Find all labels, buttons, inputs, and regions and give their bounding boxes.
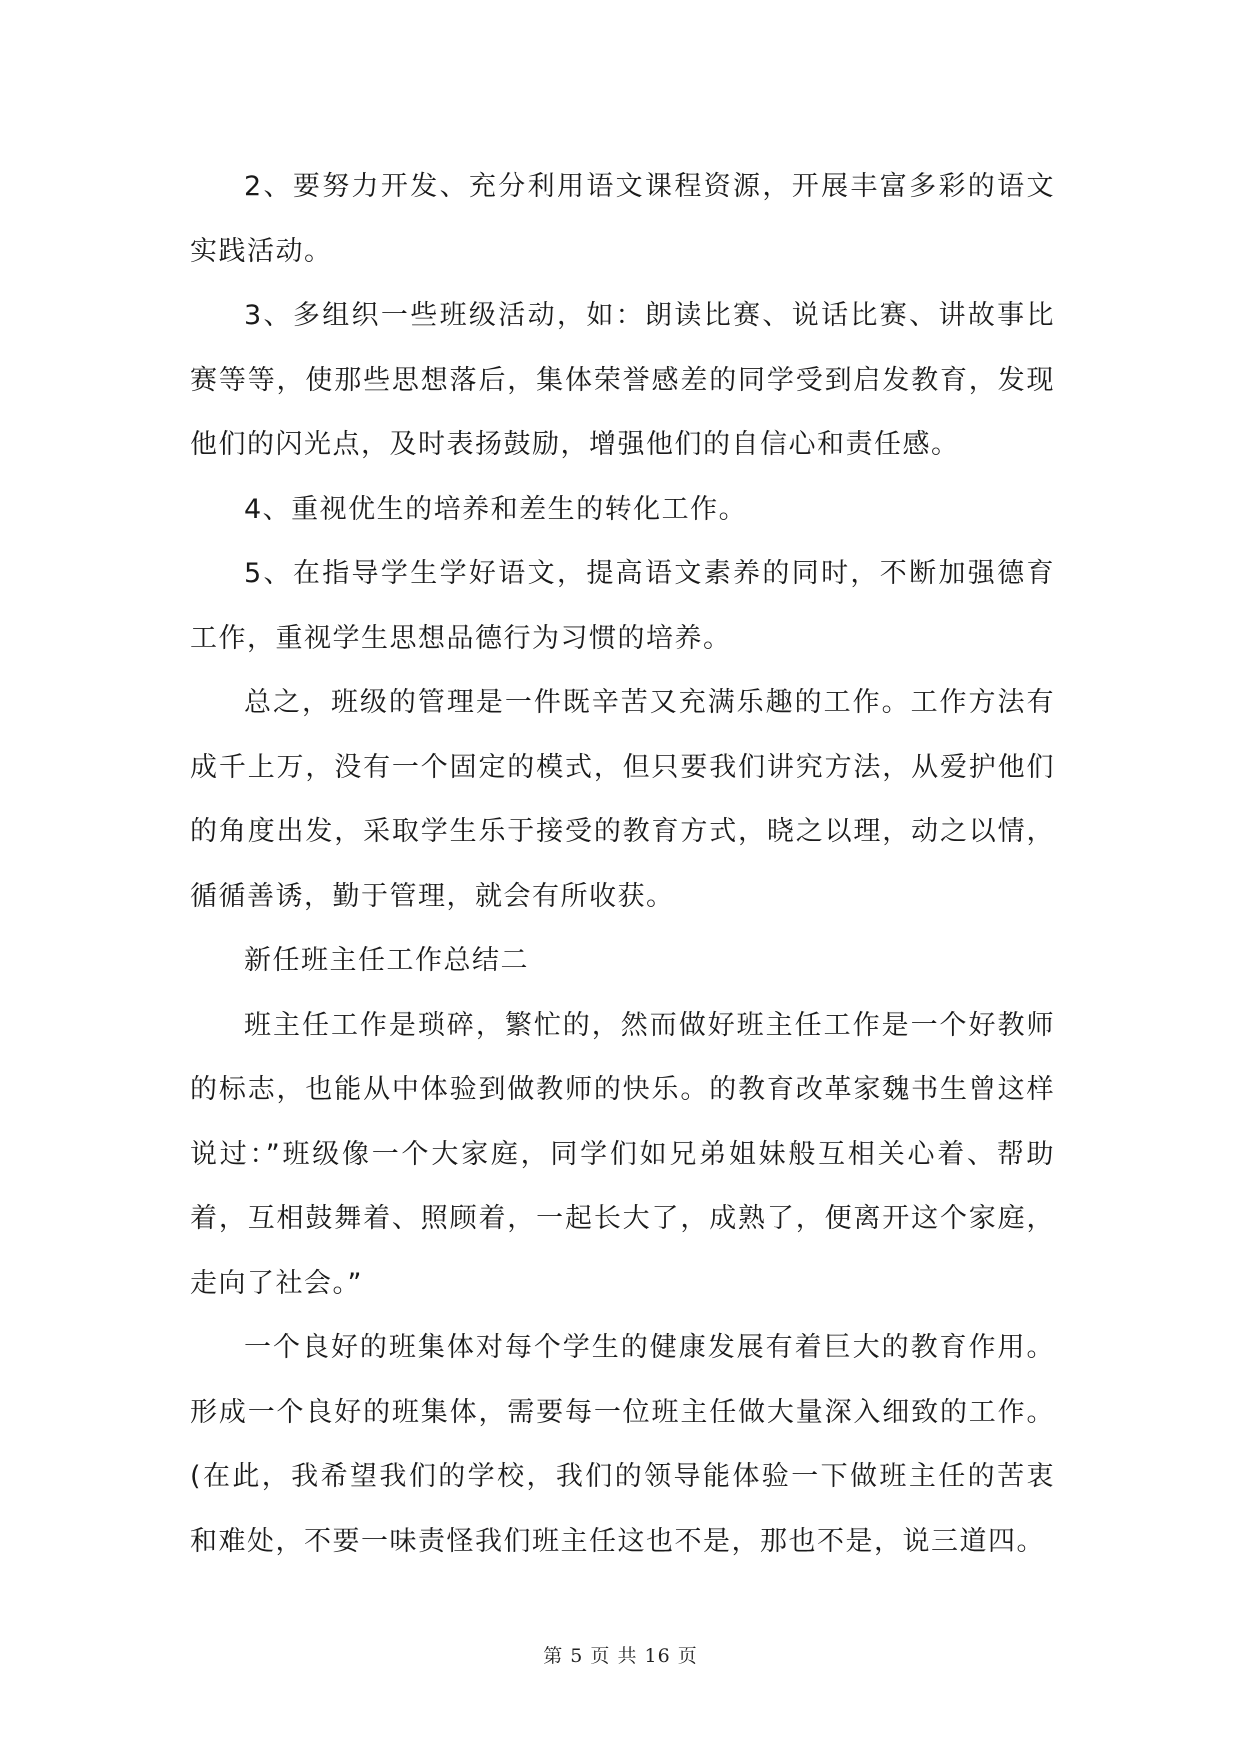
paragraph-item-3: 3、多组织一些班级活动，如：朗读比赛、说话比赛、讲故事比赛等等，使那些思想落后，集体荣誉感差的同学受到启发教育，发现他们的闪光点，及时表扬鼓励，增强他们的自信心和责任感。: [190, 300, 1055, 460]
paragraph-item-5: 5、在指导学生学好语文，提高语文素养的同时，不断加强德育工作，重视学生思想品德行为习惯的培养。: [190, 558, 1055, 654]
page-number-footer: 第 5 页 共 16 页: [543, 1645, 698, 1667]
paragraph-class-collective: 一个良好的班集体对每个学生的健康发展有着巨大的教育作用。形成一个良好的班集体，需要每一位班主任做大量深入细致的工作。(在此，我希望我们的学校，我们的领导能体验一下做班主任的苦衷和难处，不要一味责怪我们班主任这也不是，那也不是，说三道四。: [190, 1332, 1055, 1557]
document-body: [190, 155, 1055, 1574]
paragraph-summary: 总之，班级的管理是一件既辛苦又充满乐趣的工作。工作方法有成千上万，没有一个固定的模式，但只要我们讲究方法，从爱护他们的角度出发，采取学生乐于接受的教育方式，晓之以理，动之以情，循循善诱，勤于管理，就会有所收获。: [190, 687, 1055, 912]
paragraph-intro: 班主任工作是琐碎，繁忙的，然而做好班主任工作是一个好教师的标志，也能从中体验到做教师的快乐。的教育改革家魏书生曾这样说过：”班级像一个大家庭，同学们如兄弟姐妹般互相关心着、帮助着，互相鼓舞着、照顾着，一起长大了，成熟了，便离开这个家庭，走向了社会。”: [190, 1009, 1055, 1299]
section-heading: 新任班主任工作总结二: [244, 945, 529, 976]
paragraph-item-2: 2、要努力开发、充分利用语文课程资源，开展丰富多彩的语文实践活动。: [190, 171, 1055, 267]
paragraph-item-4: 4、重视优生的培养和差生的转化工作。: [244, 493, 748, 525]
